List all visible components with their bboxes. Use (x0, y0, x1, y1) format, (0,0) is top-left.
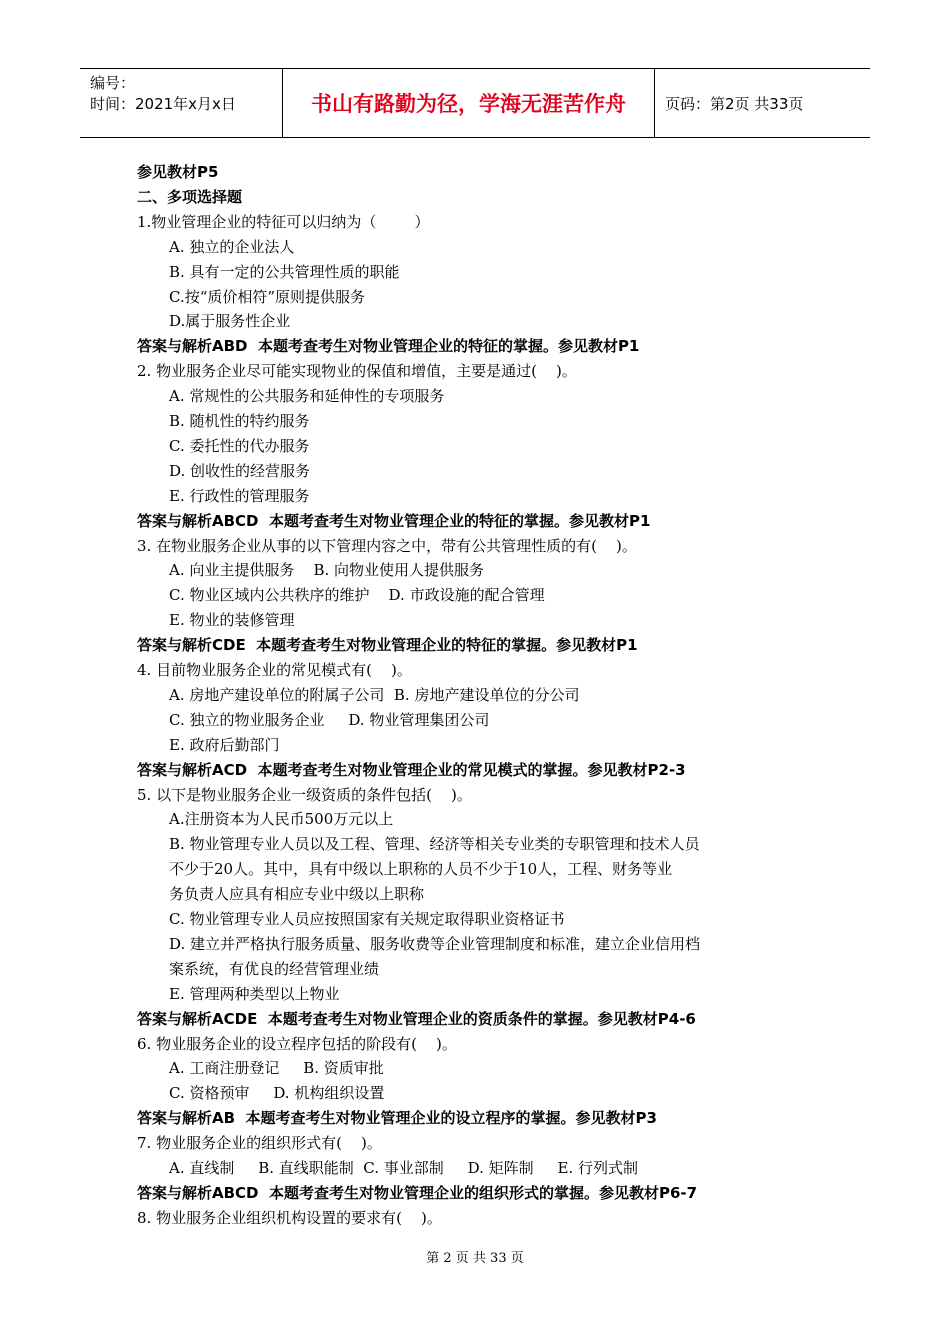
text-line: D. 创收性的经营服务 (169, 461, 311, 480)
text-line: 1.物业管理企业的特征可以归纳为（ ） (137, 212, 430, 231)
text-line: B. 具有一定的公共管理性质的职能 (169, 262, 400, 281)
text-line: C. 资格预审 D. 机构组织设置 (169, 1084, 385, 1103)
text-line: D.属于服务性企业 (169, 312, 291, 331)
text-line: E. 行政性的管理服务 (169, 486, 310, 505)
text-line: 3. 在物业服务企业从事的以下管理内容之中，带有公共管理性质的有( )。 (137, 536, 637, 555)
text-line: C. 物业管理专业人员应按照国家有关规定取得职业资格证书 (169, 910, 565, 928)
answer-line: 答案与解析ACDE 本题考查考生对物业管理企业的资质条件的掌握。参见教材P4-6 (137, 1009, 696, 1028)
text-line: 4. 目前物业服务企业的常见模式有( )。 (137, 661, 412, 679)
text-line: A. 直线制 B. 直线职能制 C. 事业部制 D. 矩阵制 E. 行列式制 (169, 1159, 638, 1177)
text-line: E. 政府后勤部门 (169, 735, 280, 754)
header-page-info: 页码：第2页 共33页 (665, 94, 804, 113)
text-line: A. 常规性的公共服务和延伸性的专项服务 (169, 387, 445, 406)
page-footer: 第 2 页 共 33 页 (426, 1251, 524, 1266)
answer-line: 答案与解析ACD 本题考查考生对物业管理企业的常见模式的掌握。参见教材P2-3 (137, 760, 686, 779)
answer-line: 二、多项选择题 (137, 187, 243, 206)
text-line: B. 随机性的特约服务 (169, 412, 310, 430)
text-line: C. 物业区域内公共秩序的维护 D. 市政设施的配合管理 (169, 586, 545, 605)
answer-line: 答案与解析ABD 本题考查考生对物业管理企业的特征的掌握。参见教材P1 (137, 337, 640, 356)
text-line: A. 向业主提供服务 B. 向物业使用人提供服务 (169, 561, 485, 580)
answer-line: 答案与解析ABCD 本题考查考生对物业管理企业的特征的掌握。参见教材P1 (137, 511, 651, 530)
text-line: E. 管理两种类型以上物业 (169, 984, 340, 1003)
text-line: 不少于20人。其中，具有中级以上职称的人员不少于10人，工程、财务等业 (169, 860, 673, 879)
answer-line: 答案与解析CDE 本题考查考生对物业管理企业的特征的掌握。参见教材P1 (137, 636, 638, 655)
text-line: 务负责人应具有相应专业中级以上职称 (169, 885, 425, 904)
answer-line: 答案与解析ABCD 本题考查考生对物业管理企业的组织形式的掌握。参见教材P6-7 (137, 1183, 698, 1202)
header-motto: 书山有路勤为径，学海无涯苦作舟 (283, 69, 655, 137)
answer-line: 答案与解析AB 本题考查考生对物业管理企业的设立程序的掌握。参见教材P3 (137, 1109, 657, 1128)
text-line: 8. 物业服务企业组织机构设置的要求有( )。 (137, 1208, 442, 1227)
text-line: C. 委托性的代办服务 (169, 436, 310, 455)
text-line: 7. 物业服务企业的组织形式有( )。 (137, 1134, 382, 1153)
text-line: A. 独立的企业法人 (169, 237, 295, 256)
text-line: 5. 以下是物业服务企业一级资质的条件包括( )。 (137, 785, 472, 804)
text-line: D. 建立并严格执行服务质量、服务收费等企业管理制度和标准，建立企业信用档 (169, 934, 701, 953)
text-line: A.注册资本为人民币500万元以上 (169, 810, 394, 829)
text-line: A. 房地产建设单位的附属子公司 B. 房地产建设单位的分公司 (169, 685, 580, 704)
id-label: 编号： (90, 74, 136, 92)
text-line: E. 物业的装修管理 (169, 611, 295, 630)
text-line: C.按“质价相符”原则提供服务 (169, 287, 366, 306)
text-line: 2. 物业服务企业尽可能实现物业的保值和增值，主要是通过( )。 (137, 362, 577, 381)
text-line: C. 独立的物业服务企业 D. 物业管理集团公司 (169, 710, 490, 729)
text-line: 案系统，有优良的经营管理业绩 (169, 959, 380, 978)
time-label: 时间：2021年x月x日 (90, 95, 236, 113)
answer-line: 参见教材P5 (137, 163, 219, 181)
text-line: 6. 物业服务企业的设立程序包括的阶段有( )。 (137, 1034, 457, 1053)
header-id-time (80, 69, 283, 137)
text-line: A. 工商注册登记 B. 资质审批 (169, 1059, 384, 1078)
page-header (80, 68, 870, 138)
text-line: B. 物业管理专业人员以及工程、管理、经济等相关专业类的专职管理和技术人员 (169, 835, 700, 854)
